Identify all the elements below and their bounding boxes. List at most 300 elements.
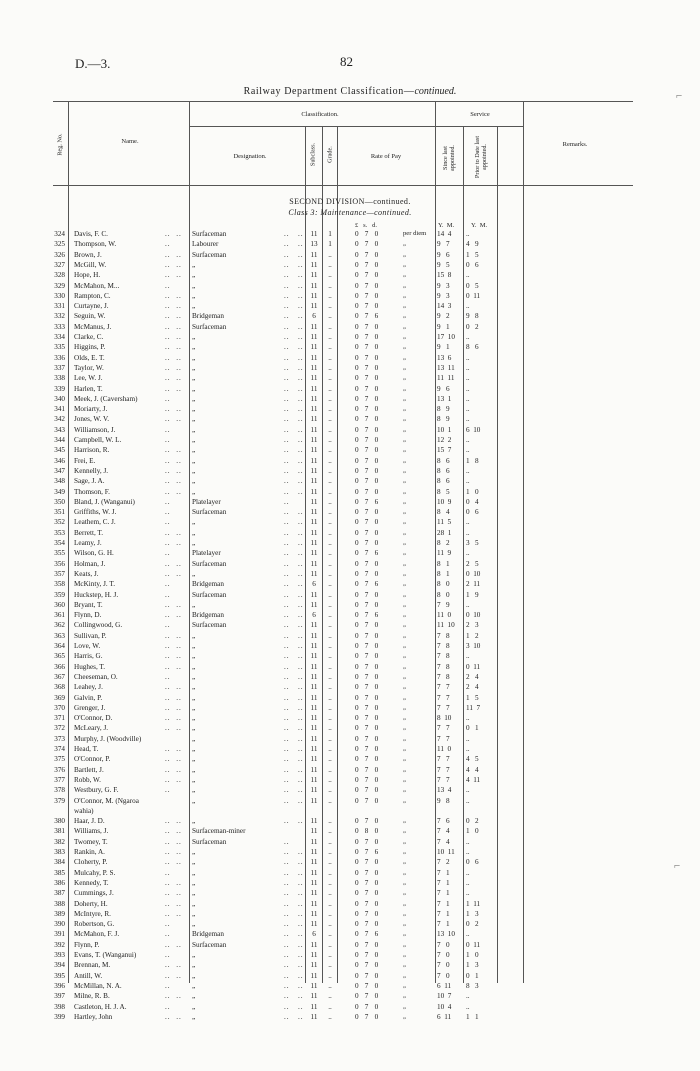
designation-cell: „ (192, 889, 196, 898)
service-prior-cell: 1 3 (466, 909, 479, 918)
service-prior-cell: .. (466, 837, 470, 846)
reg-no-cell: 368 (54, 683, 65, 692)
service-since-cell: 7 8 (437, 672, 450, 681)
grade-cell: .. (328, 703, 332, 712)
name-cell: Doherty, H. (74, 899, 108, 908)
service-prior-cell: 9 8 (466, 312, 479, 321)
name-cell: Robertson, G. (74, 920, 115, 929)
designation-leader: .. .. (284, 333, 304, 341)
designation-cell: „ (192, 353, 196, 362)
service-since-cell: 8 1 (437, 559, 450, 568)
service-since-cell: 8 6 (437, 456, 450, 465)
designation-leader: .. .. (284, 466, 304, 475)
page-title-suffix: continued. (414, 86, 457, 97)
name-leader: .. (165, 281, 171, 290)
grade-cell: .. (328, 363, 332, 372)
name-cell: O'Connor, P. (74, 755, 111, 764)
service-prior-cell: .. (466, 333, 470, 341)
reg-no-cell: 396 (54, 981, 65, 990)
designation-leader: .. .. (284, 724, 304, 733)
subclass-cell: 11 (310, 446, 318, 455)
table-row (0, 744, 700, 754)
table-row (0, 322, 700, 332)
designation-cell: „ (192, 291, 196, 300)
service-since-cell: 17 10 (437, 333, 455, 341)
name-leader: .. (165, 436, 171, 444)
designation-cell: „ (192, 477, 196, 486)
service-since-cell: 8 0 (437, 590, 450, 599)
name-cell: Milne, R. B. (74, 992, 110, 1001)
service-since-cell: 13 11 (437, 363, 455, 372)
per-diem-cell: „ (403, 487, 406, 495)
reg-no-cell: 348 (54, 477, 65, 486)
name-leader: .. .. (165, 693, 182, 702)
name-leader: .. .. (165, 363, 182, 372)
per-diem-cell: „ (403, 590, 406, 598)
per-diem-cell: „ (403, 497, 406, 505)
name-cell: Westbury, G. F. (74, 786, 119, 795)
designation-leader: .. .. (284, 889, 304, 898)
subclass-cell: 11 (310, 693, 318, 702)
service-since-cell: 8 9 (437, 405, 450, 414)
designation-leader: .. .. (284, 858, 304, 867)
table-row (0, 919, 700, 929)
name-cell: Clarke, C. (74, 333, 104, 341)
service-since-cell: 13 6 (437, 353, 452, 362)
reg-no-cell: 371 (54, 714, 65, 723)
designation-cell: „ (192, 858, 196, 867)
grade-cell: .. (328, 621, 332, 630)
margin-mark-bottom: ⌐ (674, 860, 681, 872)
grade-cell: .. (328, 693, 332, 702)
rate-cell: 0 7 0 (355, 817, 379, 826)
subclass-cell: 11 (310, 302, 318, 311)
rate-cell: 0 7 0 (355, 878, 379, 887)
table-row (0, 507, 700, 517)
grade-cell: .. (328, 281, 332, 290)
units-money: £ s. d. (355, 222, 378, 229)
table-row (0, 600, 700, 610)
designation-leader: .. .. (284, 672, 304, 681)
table-row (0, 456, 700, 466)
table-row (0, 723, 700, 733)
designation-leader: .. .. (284, 971, 304, 980)
name-leader: .. .. (165, 775, 182, 784)
service-since-cell: 7 7 (437, 703, 450, 712)
table-row (0, 579, 700, 589)
name-cell: McMillan, N. A. (74, 981, 122, 990)
designation-leader: .. .. (284, 425, 304, 434)
name-cell: Williams, J. (74, 827, 109, 836)
designation-cell: „ (192, 456, 196, 465)
per-diem-cell: „ (403, 765, 406, 773)
reg-no-cell: 365 (54, 652, 65, 661)
reg-no-cell: 340 (54, 394, 65, 403)
reg-no-cell: 345 (54, 446, 65, 455)
table-row (0, 672, 700, 682)
designation-cell: „ (192, 672, 196, 681)
grade-cell: .. (328, 250, 332, 259)
designation-cell: „ (192, 405, 196, 414)
name-leader: .. .. (165, 260, 182, 269)
per-diem-cell: „ (403, 353, 406, 361)
designation-leader: .. .. (284, 703, 304, 712)
table-row (0, 590, 700, 600)
per-diem-cell: „ (403, 528, 406, 536)
grade-cell: .. (328, 580, 332, 589)
name-leader: .. .. (165, 703, 182, 712)
service-since-cell: 7 1 (437, 878, 450, 887)
name-cell: wahia) (74, 806, 94, 815)
rate-cell: 0 7 0 (355, 981, 379, 990)
name-leader: .. .. (165, 631, 182, 640)
designation-leader: .. .. (284, 394, 304, 403)
per-diem-cell: „ (403, 817, 406, 825)
rate-cell: 0 7 0 (355, 642, 379, 650)
grade-cell: .. (328, 528, 332, 537)
subclass-cell: 11 (310, 260, 318, 269)
name-cell: Leamy, J. (74, 539, 102, 547)
reg-no-cell: 370 (54, 703, 65, 712)
name-cell: Evans, T. (Wanganui) (74, 951, 137, 959)
per-diem-cell: „ (403, 374, 406, 382)
service-since-cell: 7 1 (437, 889, 450, 898)
service-since-cell: 11 9 (437, 549, 452, 558)
header-grade: Grade. (326, 146, 334, 163)
service-prior-cell: 8 3 (466, 981, 479, 990)
table-row (0, 713, 700, 723)
reg-no-cell: 347 (54, 466, 65, 475)
designation-leader: .. .. (284, 487, 304, 496)
table-row (0, 734, 700, 744)
reg-no-cell: 384 (54, 858, 65, 867)
service-since-cell: 13 1 (437, 394, 452, 403)
header-rate-of-pay: Rate of Pay (370, 153, 402, 160)
per-diem-cell: „ (403, 981, 406, 989)
service-prior-cell: .. (466, 405, 470, 414)
table-row (0, 373, 700, 383)
table-row (0, 837, 700, 847)
reg-no-cell: 389 (54, 909, 65, 918)
per-diem-cell: „ (403, 240, 406, 248)
subclass-cell: 11 (310, 703, 318, 712)
reg-no-cell: 386 (54, 878, 65, 887)
table-row (0, 703, 700, 713)
service-prior-cell: 1 0 (466, 487, 479, 496)
grade-cell: .. (328, 971, 332, 980)
name-leader: .. (165, 425, 171, 434)
designation-leader: .. .. (284, 312, 304, 321)
service-prior-cell: .. (466, 549, 470, 558)
designation-cell: „ (192, 446, 196, 455)
designation-leader: .. .. (284, 590, 304, 599)
table-row (0, 682, 700, 692)
designation-leader: .. .. (284, 374, 304, 383)
designation-leader: .. .. (284, 456, 304, 465)
reg-no-cell: 337 (54, 363, 65, 372)
rate-cell: 0 7 6 (355, 930, 379, 939)
reg-no-cell: 397 (54, 992, 65, 1001)
service-since-cell: 8 4 (437, 508, 450, 517)
units-service-prior: Y. M. (471, 222, 488, 229)
subclass-cell: 11 (310, 528, 318, 537)
name-leader: .. .. (165, 456, 182, 465)
designation-leader: .. .. (284, 291, 304, 300)
table-row (0, 960, 700, 970)
name-leader: .. .. (165, 477, 182, 486)
per-diem-cell: „ (403, 456, 406, 464)
name-leader: .. .. (165, 539, 182, 547)
reg-no-cell: 377 (54, 775, 65, 784)
service-prior-cell: 1 0 (466, 827, 479, 836)
per-diem-cell: „ (403, 1012, 406, 1020)
designation-cell: „ (192, 693, 196, 702)
name-leader: .. .. (165, 230, 182, 238)
designation-leader: .. .. (284, 930, 304, 939)
reg-no-cell: 339 (54, 384, 65, 393)
designation-leader: .. .. (284, 693, 304, 702)
name-cell: Galvin, P. (74, 693, 103, 702)
grade-cell: .. (328, 405, 332, 414)
subclass-cell: 11 (310, 343, 318, 352)
designation-cell: Bridgeman (192, 580, 224, 589)
subclass-cell: 11 (310, 775, 318, 784)
per-diem-cell: „ (403, 930, 406, 938)
rate-cell: 0 7 0 (355, 971, 379, 980)
reg-no-cell: 382 (54, 837, 65, 846)
table-row (0, 404, 700, 414)
subclass-cell: 11 (310, 1002, 318, 1011)
per-diem-cell: „ (403, 559, 406, 567)
subclass-cell: 11 (310, 837, 318, 846)
per-diem-cell: „ (403, 425, 406, 433)
reg-no-cell: 344 (54, 436, 65, 444)
designation-leader: .. .. (284, 508, 304, 517)
reg-no-cell: 354 (54, 539, 65, 547)
service-since-cell: 11 0 (437, 745, 452, 753)
reg-no-cell: 381 (54, 827, 65, 836)
subclass-cell: 11 (310, 569, 318, 578)
rate-cell: 0 7 0 (355, 590, 379, 599)
rate-cell: 0 7 0 (355, 662, 379, 671)
designation-cell: „ (192, 703, 196, 712)
table-row (0, 425, 700, 435)
service-prior-cell: 0 11 (466, 940, 481, 949)
service-since-cell: 15 7 (437, 446, 452, 455)
name-leader: .. (165, 1002, 171, 1011)
designation-leader: .. .. (284, 580, 304, 589)
per-diem-cell: „ (403, 415, 406, 423)
reg-no-cell: 366 (54, 662, 65, 671)
name-leader: .. .. (165, 322, 182, 331)
rate-cell: 0 7 0 (355, 363, 379, 372)
name-cell: Campbell, W. L. (74, 436, 122, 444)
designation-cell: Surfaceman (192, 940, 227, 949)
table-row (0, 775, 700, 785)
reg-no-cell: 325 (54, 240, 65, 249)
service-prior-cell: 1 5 (466, 250, 479, 259)
name-leader: .. .. (165, 837, 182, 846)
rate-cell: 0 7 0 (355, 796, 379, 805)
service-prior-cell: .. (466, 528, 470, 537)
designation-cell: „ (192, 539, 196, 547)
reg-no-cell: 328 (54, 271, 65, 280)
subclass-cell: 11 (310, 590, 318, 599)
designation-leader: .. .. (284, 745, 304, 753)
reg-no-cell: 361 (54, 611, 65, 620)
table-row (0, 281, 700, 291)
designation-leader: .. .. (284, 1012, 304, 1021)
rate-cell: 0 7 0 (355, 291, 379, 300)
designation-leader: .. .. (284, 436, 304, 444)
name-cell: Meek, J. (Caversham) (74, 394, 138, 403)
rate-cell: 0 7 0 (355, 343, 379, 352)
rate-cell: 0 7 0 (355, 621, 379, 630)
header-service: Service (470, 111, 490, 118)
subclass-cell: 6 (312, 312, 316, 321)
service-since-cell: 7 7 (437, 734, 450, 743)
name-cell: McIntyre, R. (74, 909, 111, 918)
per-diem-cell: „ (403, 363, 406, 371)
designation-cell: „ (192, 981, 196, 990)
designation-cell: „ (192, 487, 196, 496)
designation-leader: .. .. (284, 786, 304, 795)
subclass-cell: 11 (310, 466, 318, 475)
service-since-cell: 9 3 (437, 291, 450, 300)
per-diem-cell: „ (403, 539, 406, 546)
rate-cell: 0 7 0 (355, 394, 379, 403)
reg-no-cell: 367 (54, 672, 65, 681)
designation-leader: .. .. (284, 621, 304, 630)
service-since-cell: 11 11 (437, 374, 455, 383)
name-cell: McManus, J. (74, 322, 112, 331)
service-since-cell: 8 2 (437, 539, 450, 547)
subclass-cell: 11 (310, 291, 318, 300)
subclass-cell: 11 (310, 518, 318, 527)
grade-cell: .. (328, 456, 332, 465)
per-diem-cell: „ (403, 796, 406, 804)
header-classification: Classification. (301, 111, 339, 118)
grade-cell: .. (328, 909, 332, 918)
designation-leader: .. .. (284, 714, 304, 723)
designation-cell: „ (192, 765, 196, 774)
designation-cell: „ (192, 425, 196, 434)
service-prior-cell: 4 11 (466, 775, 481, 784)
service-prior-cell: 1 8 (466, 456, 479, 465)
designation-cell: „ (192, 281, 196, 290)
reg-no-cell: 351 (54, 508, 65, 517)
name-cell: McMahon, F. J. (74, 930, 120, 939)
reg-no-cell: 393 (54, 951, 65, 959)
per-diem-cell: „ (403, 281, 406, 289)
reg-no-cell: 399 (54, 1012, 65, 1021)
designation-leader: .. .. (284, 302, 304, 311)
service-since-cell: 10 4 (437, 1002, 452, 1011)
rate-cell: 0 7 0 (355, 477, 379, 486)
subclass-cell: 11 (310, 992, 318, 1001)
name-cell: Griffiths, W. J. (74, 508, 117, 517)
name-leader: .. .. (165, 878, 182, 887)
reg-no-cell: 338 (54, 374, 65, 383)
service-prior-cell: 1 3 (466, 961, 479, 970)
rate-cell: 0 7 0 (355, 786, 379, 795)
designation-leader: .. .. (284, 899, 304, 908)
subclass-cell: 11 (310, 415, 318, 424)
header-prior-to-date: Prior to Date last appointed. (474, 135, 488, 179)
rate-cell: 0 7 0 (355, 652, 379, 661)
service-prior-cell: 8 6 (466, 343, 479, 352)
designation-cell: Surfaceman (192, 559, 227, 568)
table-row (0, 250, 700, 260)
subclass-cell: 11 (310, 394, 318, 403)
subclass-cell: 11 (310, 621, 318, 630)
name-leader: .. .. (165, 848, 182, 856)
grade-cell: .. (328, 992, 332, 1001)
table-row (0, 363, 700, 373)
service-since-cell: 7 0 (437, 940, 450, 949)
subclass-cell: 11 (310, 374, 318, 383)
table-row (0, 662, 700, 672)
subclass-cell: 11 (310, 734, 318, 743)
service-prior-cell: .. (466, 436, 470, 444)
designation-cell: Platelayer (192, 497, 221, 506)
grade-cell: .. (328, 508, 332, 517)
per-diem-cell: „ (403, 291, 406, 299)
name-leader: .. (165, 951, 171, 959)
rate-cell: 0 7 0 (355, 889, 379, 898)
rate-cell: 0 7 0 (355, 693, 379, 702)
grade-cell: .. (328, 312, 332, 321)
service-prior-cell: 0 6 (466, 260, 479, 269)
service-prior-cell: .. (466, 734, 470, 743)
rate-cell: 0 7 0 (355, 868, 379, 877)
designation-cell: „ (192, 374, 196, 383)
rate-cell: 0 7 0 (355, 683, 379, 692)
table-row (0, 929, 700, 939)
reg-no-cell: 363 (54, 631, 65, 640)
designation-leader: .. .. (284, 569, 304, 578)
designation-cell: „ (192, 394, 196, 403)
name-cell: Mulcahy, P. S. (74, 868, 116, 877)
name-cell: Higgins, P. (74, 343, 106, 352)
reg-no-cell: 398 (54, 1002, 65, 1011)
service-prior-cell: 3 5 (466, 539, 479, 547)
subclass-cell: 11 (310, 971, 318, 980)
name-cell: Love, W. (74, 642, 101, 650)
name-cell: Brown, J. (74, 250, 102, 259)
grade-cell: .. (328, 868, 332, 877)
rate-cell: 0 7 6 (355, 611, 379, 620)
grade-cell: .. (328, 518, 332, 527)
per-diem-cell: „ (403, 909, 406, 917)
per-diem-cell: „ (403, 477, 406, 485)
name-leader: .. .. (165, 909, 182, 918)
name-leader: .. .. (165, 384, 182, 393)
subclass-cell: 11 (310, 436, 318, 444)
table-row (0, 414, 700, 424)
service-prior-cell: 0 2 (466, 817, 479, 826)
service-prior-cell: 1 11 (466, 899, 481, 908)
grade-cell: .. (328, 374, 332, 383)
subclass-cell: 11 (310, 755, 318, 764)
rate-cell: 0 7 6 (355, 497, 379, 506)
name-cell: Flynn, P. (74, 940, 100, 949)
service-prior-cell: .. (466, 446, 470, 455)
service-prior-cell: .. (466, 363, 470, 372)
designation-leader: .. .. (284, 765, 304, 774)
designation-cell: „ (192, 775, 196, 784)
header-designation: Designation. (233, 153, 267, 160)
